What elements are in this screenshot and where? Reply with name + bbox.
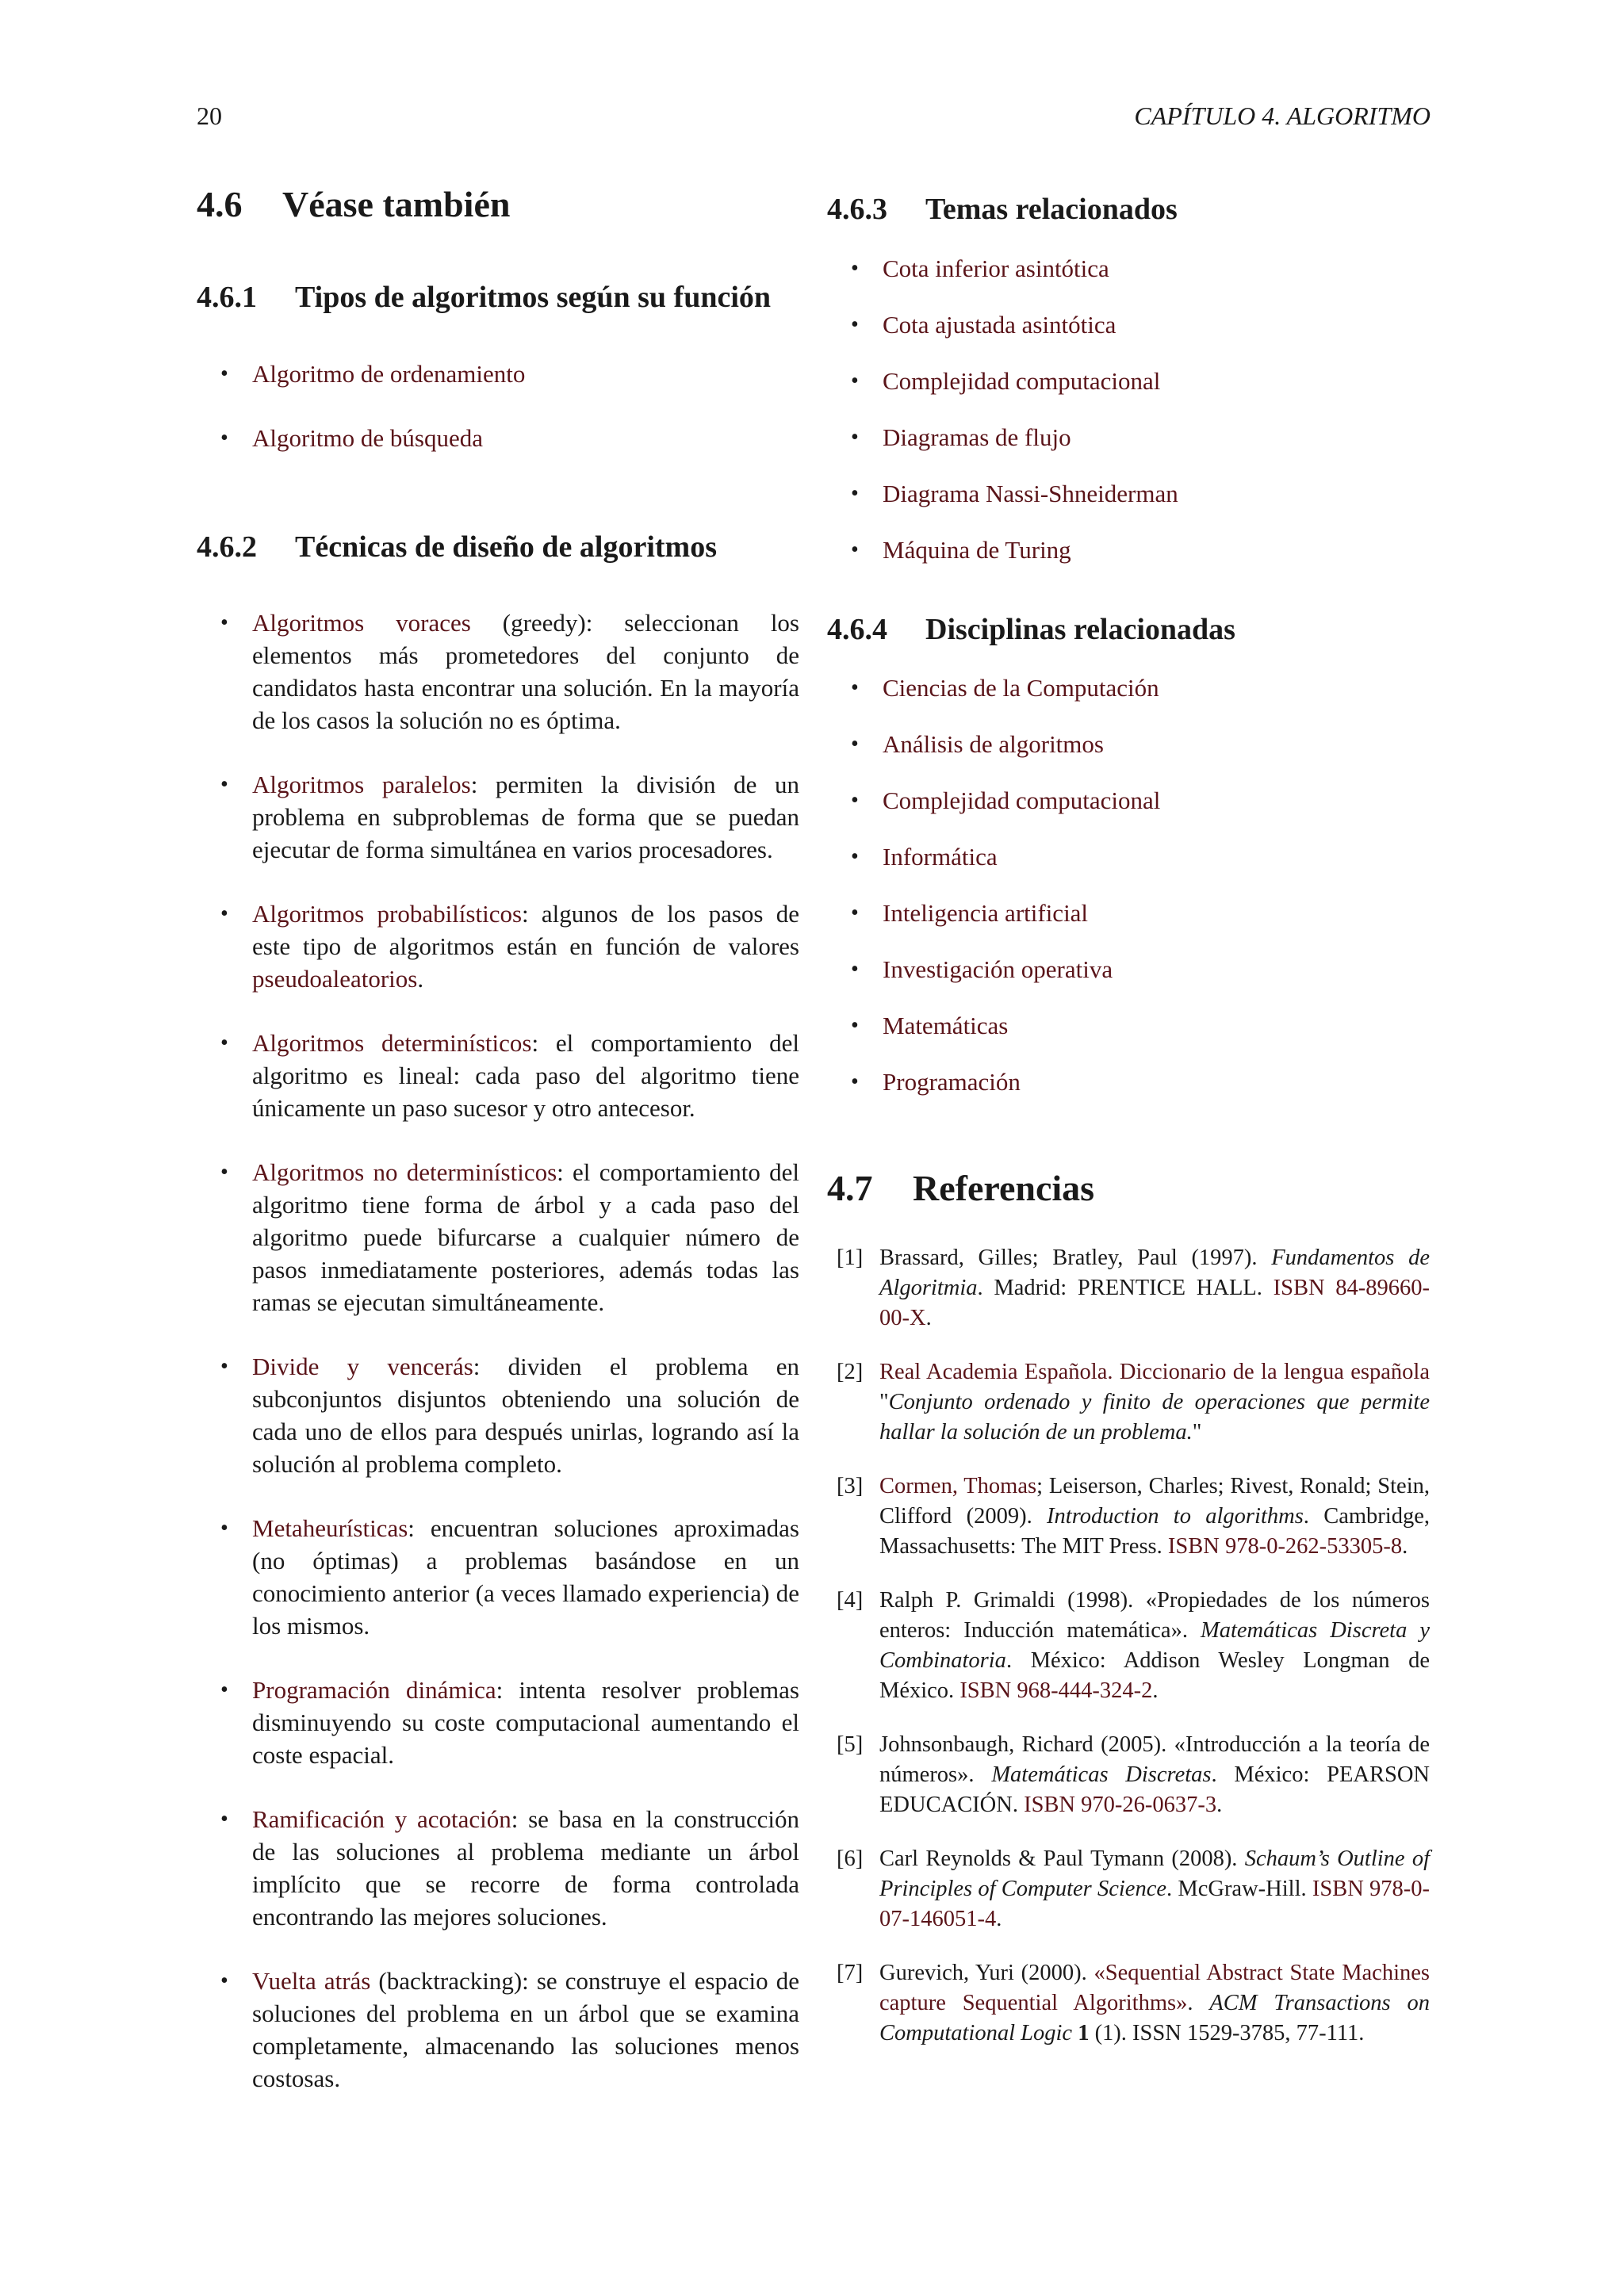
bullet-icon: •	[220, 1969, 228, 1994]
section-4-6-heading: 4.6 Véase también	[197, 184, 511, 224]
link[interactable]: Complejidad computacional	[883, 366, 1161, 395]
link[interactable]: Inteligencia artificial	[883, 899, 1089, 928]
bullet-icon: •	[220, 1160, 228, 1185]
bullet-icon: •	[851, 368, 859, 393]
link[interactable]: «Sequential Abstract State Machines capture Sequential Algorithms»	[879, 1961, 1430, 2016]
section-4-6-3-heading: 4.6.3 Temas relacionados	[827, 193, 1178, 226]
link[interactable]: Algoritmos determinísticos	[252, 1029, 532, 1058]
list-item: • Divide y vencerás: dividen el problema en subconjuntos disjuntos obteniendo una solución de cada uno de ellos para después unirlas, logrando así la solución al problema completo.	[197, 1350, 799, 1480]
reference-item: [1] Brassard, Gilles; Bratley, Paul (1997). Fundamentos de Algoritmia. Madrid: PRENTICE HALL. ISBN 84-89660-00-X.	[837, 1246, 1430, 1331]
isbn-link[interactable]: ISBN 84-89660-00-X	[879, 1276, 1430, 1331]
bullet-icon: •	[851, 844, 859, 870]
list-item	[827, 953, 1430, 985]
list-item	[827, 308, 1430, 341]
bullet-icon: •	[851, 1013, 859, 1039]
bullet-icon: •	[851, 480, 859, 506]
bullet-icon: •	[851, 1070, 859, 1095]
link[interactable]: Informática	[883, 843, 998, 871]
related-disciplines-list	[827, 672, 1430, 1098]
list-item	[827, 840, 1430, 873]
bullet-icon: •	[220, 1031, 228, 1056]
link[interactable]: Vuelta atrás	[252, 1967, 371, 1996]
list-item	[827, 897, 1430, 929]
bullet-icon: •	[220, 1516, 228, 1541]
reference-item: [7] Gurevich, Yuri (2000). «Sequential Abstract State Machines capture Sequential Algorithms». ACM Transactions on Computational Logic 1 (1). ISSN 1529-3785, 77-111.	[837, 1961, 1430, 2046]
list-item	[827, 784, 1430, 817]
section-4-6-1-heading: 4.6.1 Tipos de algoritmos según su función	[197, 281, 772, 315]
isbn-link[interactable]: ISBN 978-0-07-146051-4	[879, 1877, 1430, 1932]
references-list	[827, 1243, 1430, 2049]
link[interactable]: Cota ajustada asintótica	[883, 310, 1116, 339]
link[interactable]: Diagrama Nassi-Shneiderman	[883, 479, 1178, 507]
link[interactable]: Matemáticas	[883, 1012, 1009, 1040]
link[interactable]: Diagramas de flujo	[883, 423, 1071, 451]
link[interactable]: Cormen, Thomas	[879, 1474, 1037, 1499]
list-item	[827, 421, 1430, 453]
list-item	[827, 477, 1430, 510]
list-item	[827, 1009, 1430, 1042]
chapter-header: CAPÍTULO 4. ALGORITMO	[1134, 101, 1431, 130]
bullet-icon: •	[220, 1354, 228, 1380]
list-item	[197, 422, 799, 454]
link[interactable]: Programación dinámica	[252, 1676, 496, 1705]
section-4-6-4-heading: 4.6.4 Disciplinas relacionadas	[827, 612, 1235, 646]
design-techniques-list	[197, 607, 799, 2095]
bullet-icon: •	[851, 957, 859, 982]
bullet-icon: •	[851, 424, 859, 450]
reference-item: [4] Ralph P. Grimaldi (1998). «Propiedades de los números enteros: Inducción matemática». Matemáticas Discreta y Combinatoria. México: Addison Wesley Longman de México. ISBN 968-444-324-2.	[837, 1588, 1430, 1704]
link[interactable]: Investigación operativa	[883, 955, 1113, 984]
bullet-icon: •	[851, 901, 859, 926]
section-4-7-heading: 4.7 Referencias	[827, 1168, 1095, 1209]
list-item: • Algoritmos determinísticos: el comportamiento del algoritmo es lineal: cada paso del algoritmo tiene únicamente un paso sucesor y otro antecesor.	[197, 1027, 799, 1124]
link[interactable]: Divide y vencerás	[252, 1353, 473, 1381]
function-types-list	[197, 358, 799, 454]
link[interactable]: Algoritmo de ordenamiento	[252, 359, 526, 388]
list-item: • Vuelta atrás (backtracking): se construye el espacio de soluciones del problema en un árbol que se examina completamente, almacenando las soluciones menos costosas.	[197, 1965, 799, 2095]
left-column	[197, 182, 799, 2095]
bullet-icon: •	[220, 1678, 228, 1703]
reference-item: [3] Cormen, Thomas; Leiserson, Charles; Rivest, Ronald; Stein, Clifford (2009). Introduction to algorithms. Cambridge, Massachusetts: The MIT Press. ISBN 978-0-262-53305-8.	[837, 1474, 1430, 1559]
bullet-icon: •	[851, 732, 859, 757]
list-item: • Programación dinámica: intenta resolver problemas disminuyendo su coste computacional aumentando el coste espacial.	[197, 1674, 799, 1771]
list-item: • Metaheurísticas: encuentran soluciones aproximadas (no óptimas) a problemas basándose en un conocimiento anterior (a veces llamado experiencia) de los mismos.	[197, 1512, 799, 1642]
isbn-link[interactable]: ISBN 968-444-324-2	[959, 1678, 1153, 1704]
bullet-icon: •	[220, 1807, 228, 1832]
link[interactable]: Cota inferior asintótica	[883, 254, 1109, 282]
bullet-icon: •	[851, 788, 859, 813]
link[interactable]: Algoritmos probabilísticos	[252, 900, 523, 928]
list-item	[827, 672, 1430, 704]
list-item	[827, 252, 1430, 285]
link[interactable]: Complejidad computacional	[883, 786, 1161, 815]
list-item: • Algoritmos no determinísticos: el comportamiento del algoritmo tiene forma de árbol y a cada paso del algoritmo puede bifurcarse a cualquier número de pasos inmediatamente posteriores, además todas las ramas se ejecutan simultáneamente.	[197, 1156, 799, 1318]
bullet-icon: •	[851, 255, 859, 281]
list-item	[197, 358, 799, 390]
related-topics-list	[827, 252, 1430, 566]
bullet-icon: •	[220, 901, 228, 927]
link[interactable]: Algoritmos no determinísticos	[252, 1158, 557, 1187]
list-item: • Algoritmos paralelos: permiten la división de un problema en subproblemas de forma que se puedan ejecutar de forma simultánea en varios procesadores.	[197, 768, 799, 866]
link[interactable]: Real Academia Española. Diccionario de la lengua española	[879, 1360, 1430, 1385]
isbn-link[interactable]: ISBN 978-0-262-53305-8	[1167, 1534, 1403, 1559]
link[interactable]: Algoritmos voraces	[252, 609, 471, 637]
bullet-icon: •	[220, 610, 228, 636]
bullet-icon: •	[851, 312, 859, 337]
reference-item: [6] Carl Reynolds & Paul Tymann (2008). Schaum’s Outline of Principles of Computer Science. McGraw-Hill. ISBN 978-0-07-146051-4.	[837, 1846, 1430, 1932]
bullet-icon: •	[220, 361, 228, 386]
link[interactable]: Análisis de algoritmos	[883, 730, 1104, 759]
section-4-6-2-heading: 4.6.2 Técnicas de diseño de algoritmos	[197, 530, 717, 564]
link[interactable]: Ciencias de la Computación	[883, 674, 1159, 702]
list-item	[827, 1066, 1430, 1098]
link[interactable]: Ramificación y acotación	[252, 1805, 511, 1834]
right-column	[827, 192, 1430, 2049]
list-item	[827, 365, 1430, 397]
bullet-icon: •	[220, 425, 228, 450]
page-number: 20	[197, 101, 222, 130]
list-item: • Algoritmos probabilísticos: algunos de los pasos de este tipo de algoritmos están en función de valores pseudoaleatorios.	[197, 897, 799, 995]
link[interactable]: Metaheurísticas	[252, 1514, 408, 1543]
list-item	[827, 728, 1430, 760]
bullet-icon: •	[220, 772, 228, 798]
list-item: • Ramificación y acotación: se basa en la construcción de las soluciones al problema mediante un árbol implícito que se recorre de forma controlada encontrando las mejores soluciones.	[197, 1803, 799, 1933]
link[interactable]: Algoritmos paralelos	[252, 771, 471, 799]
link[interactable]: Algoritmo de búsqueda	[252, 423, 484, 452]
isbn-link[interactable]: ISBN 970-26-0637-3	[1024, 1793, 1217, 1818]
reference-item: [5] Johnsonbaugh, Richard (2005). «Introducción a la teoría de números». Matemáticas Discretas. México: PEARSON EDUCACIÓN. ISBN 970-26-0637-3.	[837, 1732, 1431, 1818]
link[interactable]: Programación	[883, 1068, 1021, 1096]
link[interactable]: pseudoaleatorios	[252, 965, 418, 993]
list-item	[827, 534, 1430, 566]
list-item: • Algoritmos voraces (greedy): seleccionan los elementos más prometedores del conjunto de candidatos hasta encontrar una solución. En la mayoría de los casos la solución no es óptima.	[197, 607, 799, 737]
bullet-icon: •	[851, 675, 859, 701]
bullet-icon: •	[851, 537, 859, 562]
link[interactable]: Máquina de Turing	[883, 535, 1071, 564]
reference-item: [2] Real Academia Española. Diccionario de la lengua española "Conjunto ordenado y finito de operaciones que permite hallar la solución de un problema."	[837, 1360, 1430, 1445]
